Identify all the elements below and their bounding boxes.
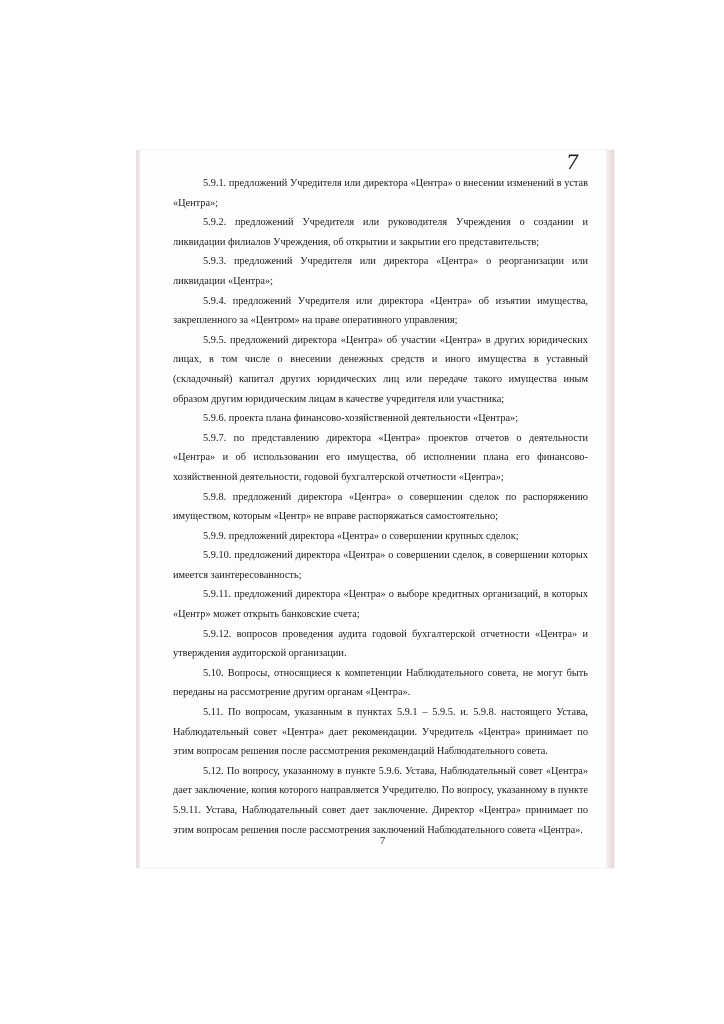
paragraph-5-12: 5.12. По вопросу, указанному в пункте 5.9.6. Устава, Наблюдательный совет «Центра» дает заключение, копия которого направляется Учредителю. По вопросу, указанному в пункте 5.9.11. Устава, Наблюдательный совет дает заключение. Директор «Центра» принимает по этим вопросам решения после рассмотрения заключений Наблюдательного совета «Центра». — [173, 765, 588, 836]
paragraph-5-11: 5.11. По вопросам, указанным в пунктах 5.9.1 – 5.9.5. и. 5.9.8. настоящего Устава, Наблюдательный совет «Центра» дает рекомендации. Учредитель «Центра» принимает по этим вопросам решения после рассмотрения рекомендаций Наблюдательного совета. — [173, 707, 588, 758]
paragraph-5-9-9: 5.9.9. предложений директора «Центра» о совершении крупных сделок; — [203, 530, 519, 542]
paragraph-5-9-2: 5.9.2. предложений Учредителя или руководителя Учреждения о создании и ликвидации филиалов Учреждения, об открытии и закрытии его представительств; — [173, 217, 588, 248]
paragraph-5-9-6: 5.9.6. проекта плана финансово-хозяйственной деятельности «Центра»; — [203, 413, 519, 425]
paragraph-5-9-8: 5.9.8. предложений директора «Центра» о совершении сделок по распоряжению имуществом, которым «Центр» не вправе распоряжаться самостоятельно; — [173, 491, 588, 523]
paragraph-5-9-4: 5.9.4. предложений Учредителя или директора «Центра» об изъятии имущества, закрепленного за «Центром» на праве оперативного управления; — [173, 295, 588, 327]
paragraph-5-9-7: 5.9.7. по представлению директора «Центра» проектов отчетов о деятельности «Центра» и об использовании его имущества, об исполнении плана его финансово-хозяйственной деятельности, годовой бухгалтерской отчетности «Центра»; — [173, 432, 588, 483]
page-number: 7 — [380, 836, 386, 847]
scan-right-edge — [606, 150, 614, 868]
paragraph-5-9-5: 5.9.5. предложений директора «Центра» об участии «Центра» в других юридических лицах, в том числе о внесении денежных средств и иного имущества в уставный (складочный) капитал других юридических лиц или передаче такого имущества иным образом другим юридическим лицам в качестве учредителя или участника; — [173, 334, 588, 405]
handwritten-page-mark: 7 — [566, 150, 579, 174]
document-body — [173, 174, 588, 840]
paragraph-5-9-3: 5.9.3. предложений Учредителя или директора «Центра» о реорганизации или ликвидации «Центра»; — [173, 256, 588, 287]
paragraph-5-9-11: 5.9.11. предложений директора «Центра» о выборе кредитных организаций, в которых «Центр» может открыть банковские счета; — [173, 589, 588, 621]
paragraph-5-9-1: 5.9.1. предложений Учредителя или директора «Центра» о внесении изменений в устав «Центра»; — [173, 178, 588, 209]
paragraph-5-9-10: 5.9.10. предложений директора «Центра» о совершении сделок, в совершении которых имеется заинтересованность; — [173, 550, 588, 581]
paragraph-5-10: 5.10. Вопросы, относящиеся к компетенции Наблюдательного совета, не могут быть переданы на рассмотрение другим органам «Центра». — [173, 667, 588, 699]
paragraph-5-9-12: 5.9.12. вопросов проведения аудита годовой бухгалтерской отчетности «Центра» и утверждения аудиторской организации. — [173, 628, 588, 660]
